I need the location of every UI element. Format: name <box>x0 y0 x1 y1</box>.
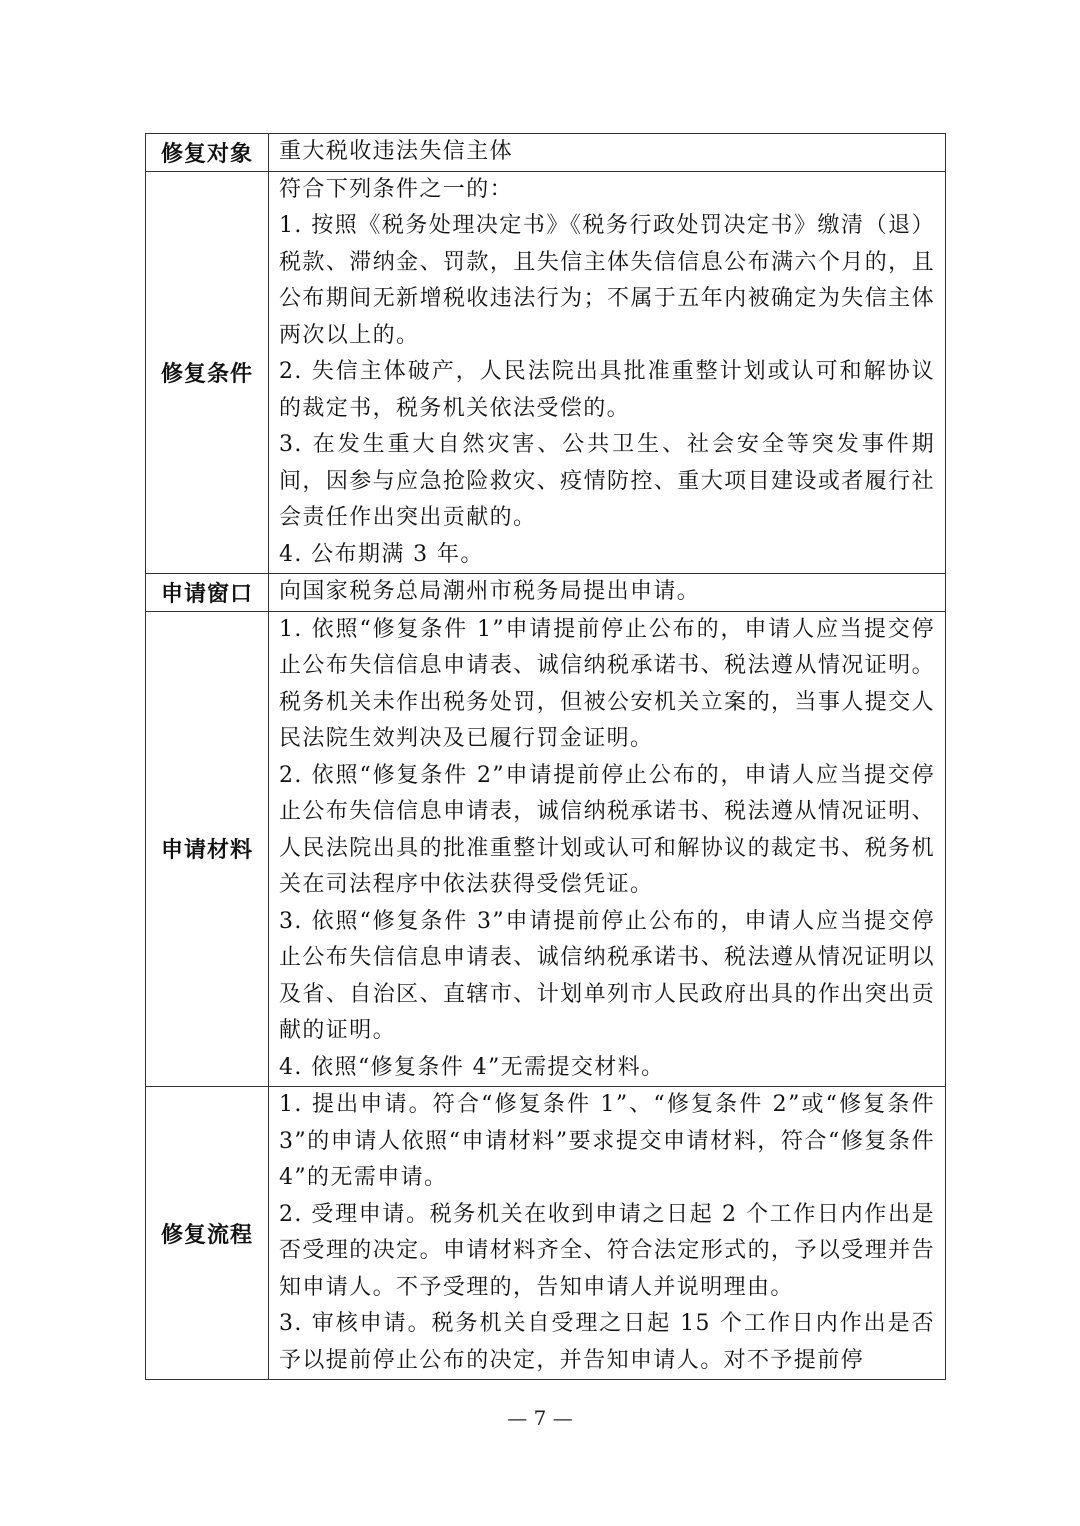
content-paragraph: 2. 依照“修复条件 2”申请提前停止公布的，申请人应当提交停止公布失信信息申请表，诚信纳税承诺书、税法遵从情况证明、人民法院出具的批准重整计划或认可和解协议的裁定书、税务机关在司法程序中依法获得受偿凭证。 <box>279 762 935 897</box>
page-number: — 7 — <box>507 1406 573 1430</box>
content-paragraph: 符合下列条件之一的： <box>279 176 514 202</box>
content-paragraph: 2. 失信主体破产，人民法院出具批准重整计划或认可和解协议的裁定书，税务机关依法受偿的。 <box>279 359 935 421</box>
table-row-application-materials <box>146 611 946 1087</box>
table-row-repair-object <box>146 134 946 172</box>
row-label: 申请窗口 <box>146 574 269 612</box>
table-row-application-window <box>146 574 946 612</box>
content-paragraph: 1. 按照《税务处理决定书》《税务行政处罚决定书》缴清（退）税款、滞纳金、罚款，且失信主体失信信息公布满六个月的，且公布期间无新增税收违法行为；不属于五年内被确定为失信主体两次以上的。 <box>279 213 935 348</box>
content-paragraph: 1. 依照“修复条件 1”申请提前停止公布的，申请人应当提交停止公布失信信息申请表、诚信纳税承诺书、税法遵从情况证明。税务机关未作出税务处罚，但被公安机关立案的，当事人提交人民法院生效判决及已履行罚金证明。 <box>279 616 935 751</box>
content-paragraph: 3. 在发生重大自然灾害、公共卫生、社会安全等突发事件期间，因参与应急抢险救灾、疫情防控、重大项目建设或者履行社会责任作出突出贡献的。 <box>279 432 935 530</box>
content-paragraph: 4. 依照“修复条件 4”无需提交材料。 <box>279 1054 665 1080</box>
content-paragraph: 3. 审核申请。税务机关自受理之日起 15 个工作日内作出是否予以提前停止公布的决定，并告知申请人。对不予提前停 <box>279 1311 935 1373</box>
table-row-repair-conditions <box>146 171 946 574</box>
row-content <box>269 1087 946 1380</box>
content-paragraph: 1. 提出申请。符合“修复条件 1”、“修复条件 2”或“修复条件 3”的申请人依照“申请材料”要求提交申请材料，符合“修复条件 4”的无需申请。 <box>279 1092 935 1190</box>
content-paragraph: 4. 公布期满 3 年。 <box>279 541 484 567</box>
row-label: 修复条件 <box>146 171 269 574</box>
credit-repair-table <box>145 133 946 1380</box>
row-content <box>269 171 946 574</box>
content-paragraph: 向国家税务总局潮州市税务局提出申请。 <box>279 579 701 604</box>
table-row-repair-process <box>146 1087 946 1380</box>
content-paragraph: 重大税收违法失信主体 <box>279 139 514 164</box>
row-content <box>269 574 946 612</box>
row-content <box>269 611 946 1087</box>
content-paragraph: 3. 依照“修复条件 3”申请提前停止公布的，申请人应当提交停止公布失信信息申请表、诚信纳税承诺书、税法遵从情况证明以及省、自治区、直辖市、计划单列市人民政府出具的作出突出贡献的证明。 <box>279 908 935 1043</box>
content-paragraph: 2. 受理申请。税务机关在收到申请之日起 2 个工作日内作出是否受理的决定。申请材料齐全、符合法定形式的，予以受理并告知申请人。不予受理的，告知申请人并说明理由。 <box>279 1201 935 1300</box>
row-label: 修复对象 <box>146 134 269 172</box>
row-content <box>269 134 946 172</box>
row-label: 修复流程 <box>146 1087 269 1380</box>
row-label: 申请材料 <box>146 611 269 1087</box>
